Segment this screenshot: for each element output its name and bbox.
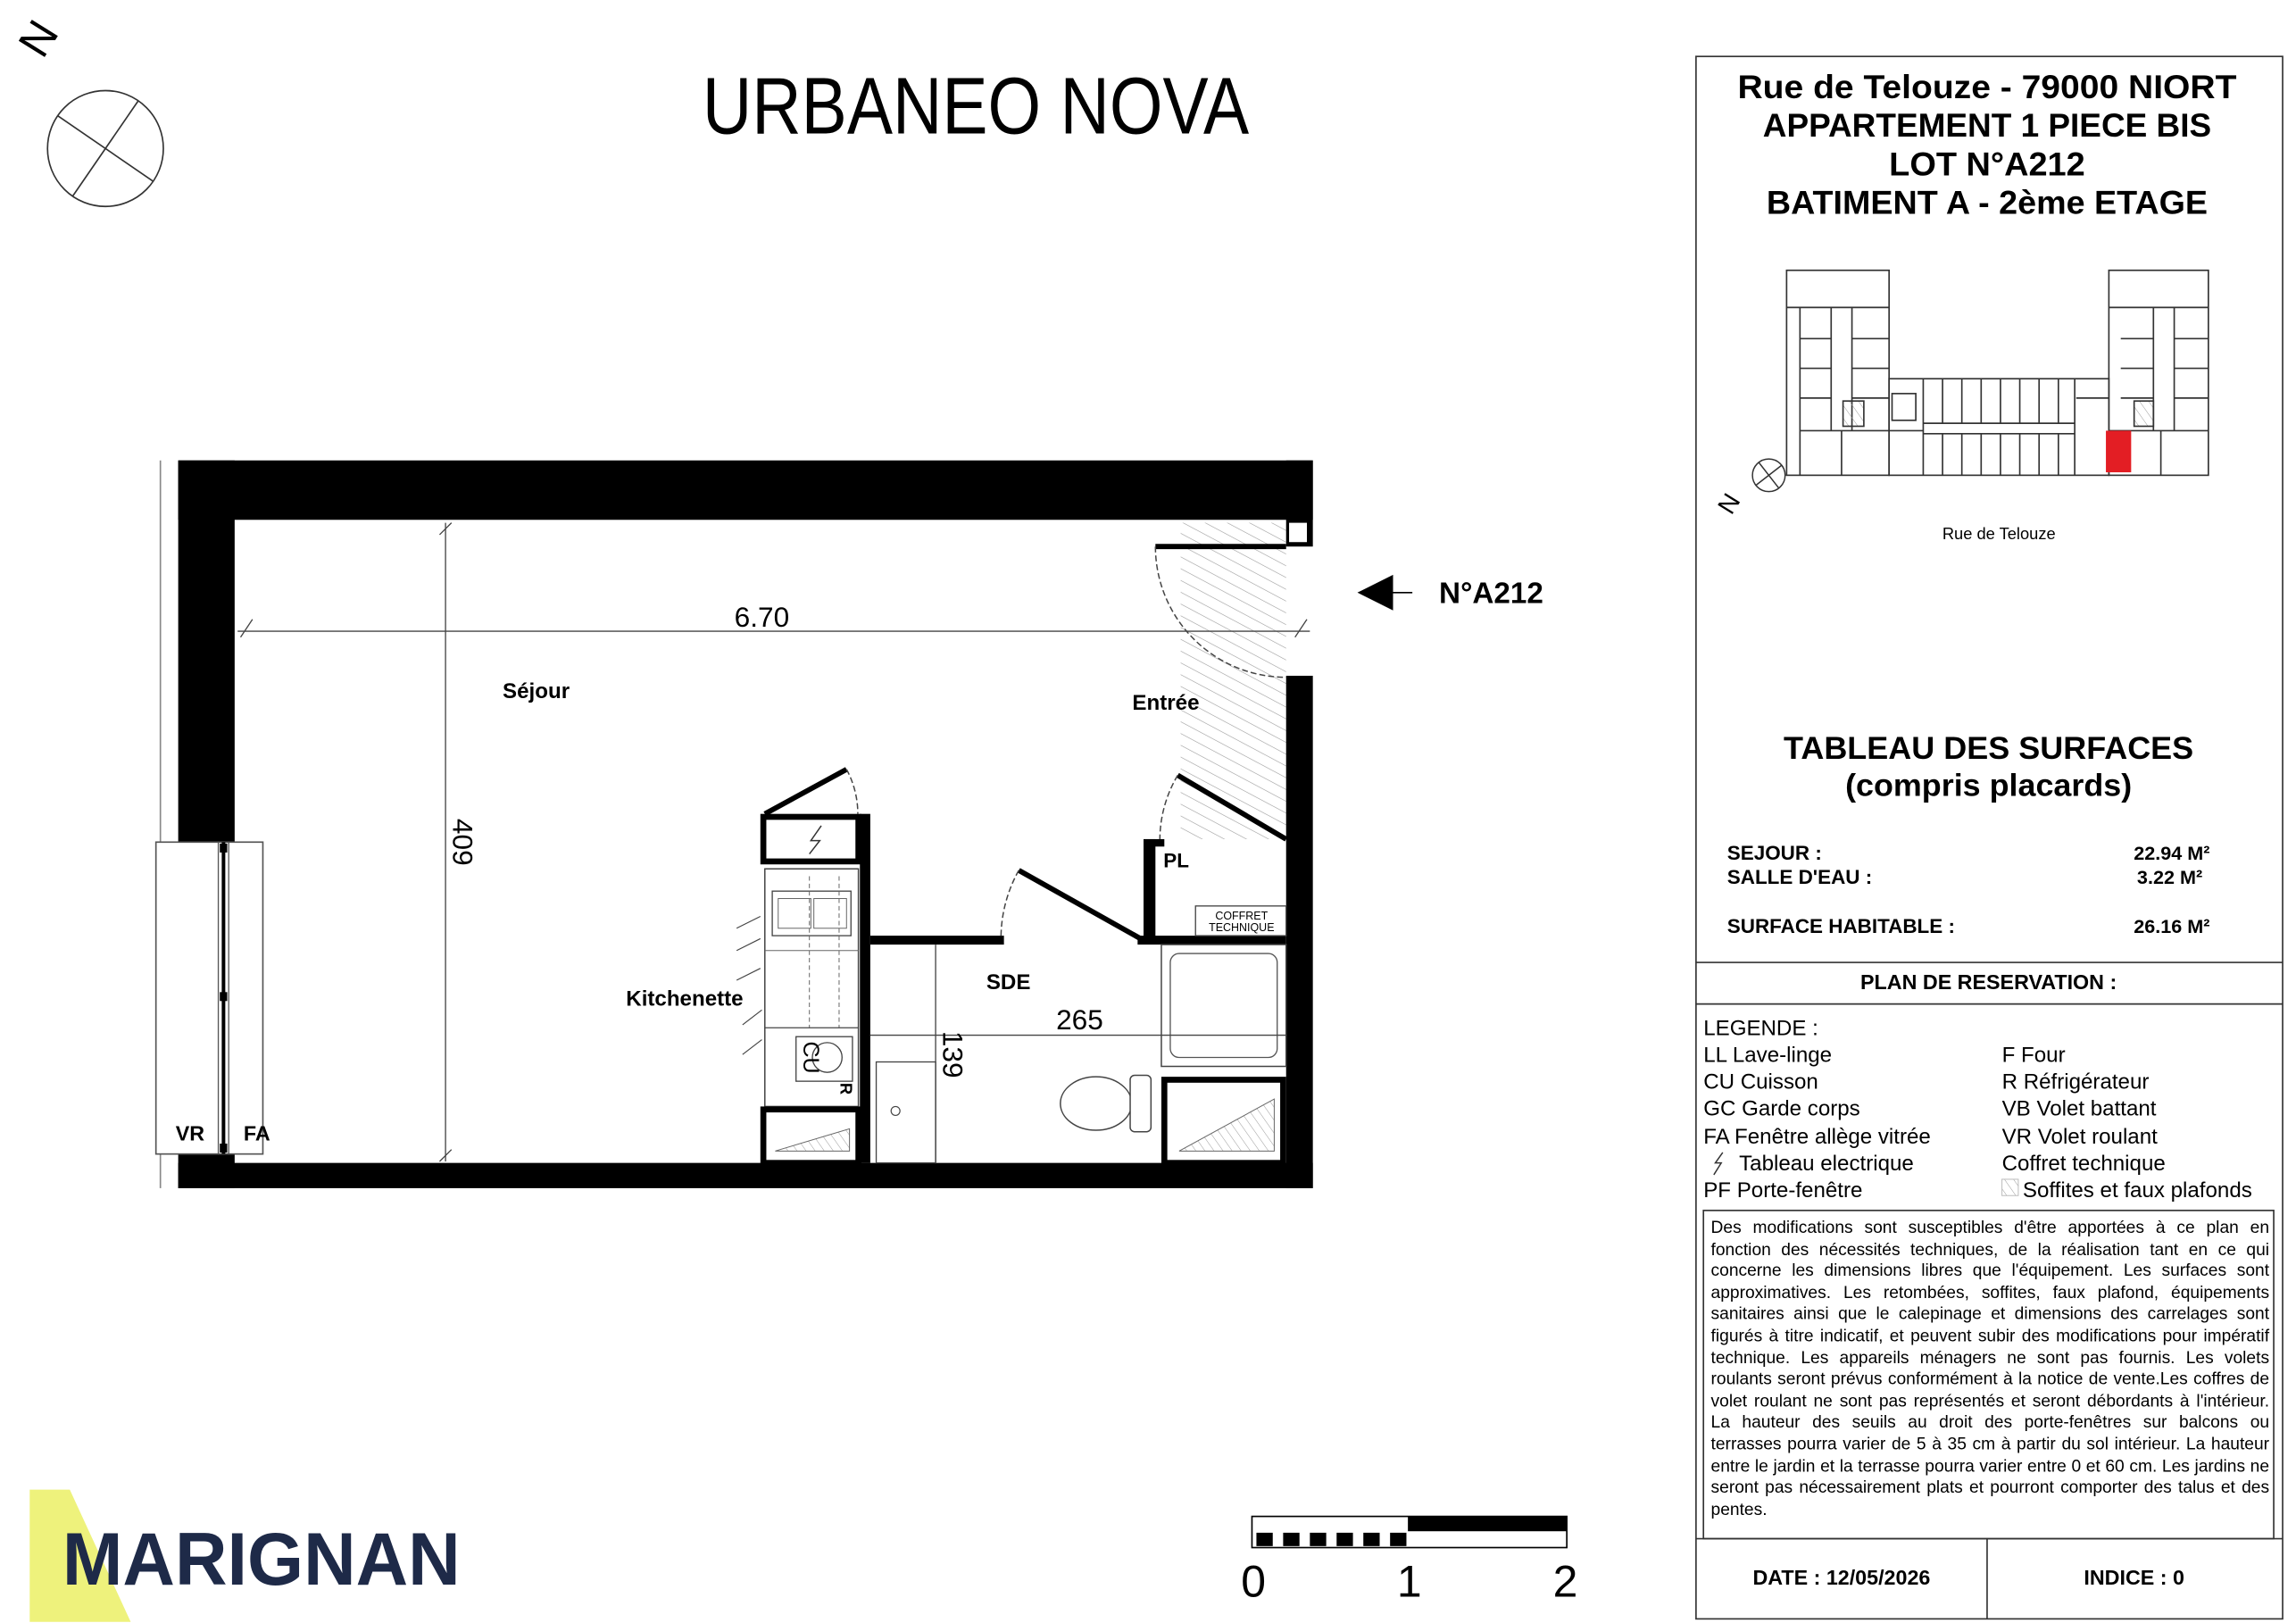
- legend-item: F Four: [2001, 1043, 2066, 1068]
- surface-row-label: SEJOUR :: [1726, 842, 1822, 865]
- window-fa: [156, 842, 263, 1153]
- legend-item: VR Volet roulant: [2001, 1125, 2158, 1150]
- dimension-sde-length: [936, 945, 969, 1163]
- date-label: DATE : 12/05/2026: [1752, 1566, 1931, 1590]
- surface-row-label: SALLE D'EAU :: [1726, 865, 1873, 888]
- scale-label-0: 0: [1241, 1556, 1266, 1607]
- header-lot: LOT N°A212: [1889, 146, 2085, 183]
- label-fa: FA: [243, 1121, 270, 1145]
- surfaces-title: TABLEAU DES SURFACES: [1784, 731, 2194, 767]
- wall-notch: [1289, 523, 1307, 543]
- legend-item: R Réfrigérateur: [2001, 1070, 2150, 1094]
- sde-door-swing: [1001, 870, 1019, 939]
- room-label-entree: Entrée: [1132, 691, 1200, 716]
- surfaces-subtitle: (compris placards): [1845, 768, 2133, 803]
- coffret-label-line2: TECHNIQUE: [1209, 921, 1275, 935]
- north-arrow: [9, 12, 163, 206]
- room-label-pl: PL: [1163, 849, 1189, 872]
- toilet: [1061, 1075, 1151, 1131]
- wall-right-lower: [1286, 676, 1313, 1188]
- gaine-technique: [1164, 1079, 1283, 1162]
- dimension-length: [439, 523, 478, 1161]
- wall-bottom: [179, 1163, 1313, 1188]
- room-label-sejour: Séjour: [503, 678, 570, 703]
- kitchen-storage: [763, 1110, 858, 1163]
- lightning-icon: [810, 826, 821, 854]
- washbasin: [877, 1062, 936, 1163]
- legend-item: FA Fenêtre allège vitrée: [1703, 1125, 1931, 1150]
- compass-line: [58, 116, 153, 181]
- surface-row-value: 3.22 M²: [2136, 865, 2203, 888]
- coffret-technique: [1195, 906, 1285, 936]
- dimension-sde-length-label: 139: [936, 1030, 969, 1078]
- wall-sde-top-left: [870, 936, 1004, 945]
- floor-plan: [156, 461, 1543, 1188]
- wall-pl-top: [1144, 839, 1164, 846]
- dimension-sde-width-label: 265: [1056, 1003, 1103, 1036]
- site-north-label: N: [1711, 487, 1746, 520]
- header-floor: BATIMENT A - 2ème ETAGE: [1766, 184, 2209, 221]
- wall-top: [179, 461, 1313, 520]
- legend-item: Tableau electrique: [1739, 1151, 1914, 1176]
- legend-item: CU Cuisson: [1703, 1070, 1818, 1094]
- lot-marker: [1358, 575, 1543, 611]
- dimension-width: [237, 601, 1310, 637]
- surface-total-label: SURFACE HABITABLE :: [1726, 914, 1955, 937]
- hatch-swatch-icon: [2002, 1179, 2018, 1195]
- kitchen-counter: [736, 869, 858, 1106]
- header-address: Rue de Telouze - 79000 NIORT: [1737, 68, 2237, 105]
- legend-item: VB Volet battant: [2001, 1096, 2157, 1121]
- surface-row-value: 22.94 M²: [2134, 842, 2210, 865]
- lightning-icon: [1714, 1153, 1723, 1175]
- header-type: APPARTEMENT 1 PIECE BIS: [1762, 107, 2212, 145]
- lot-marker-label: N°A212: [1439, 577, 1543, 611]
- soffit-hatch-entree: [1181, 523, 1286, 839]
- site-north-arrow: [1711, 459, 1784, 519]
- pl-door-swing: [1160, 775, 1177, 839]
- dimension-length-label: 409: [446, 818, 479, 866]
- dimension-width-label: 6.70: [734, 601, 790, 634]
- wall-pl: [1144, 839, 1155, 938]
- wall-left-upper: [179, 461, 235, 843]
- site-plan-lot-highlight: [2106, 430, 2131, 472]
- scale-label-1: 1: [1396, 1556, 1422, 1607]
- lot-marker-arrow-icon: [1358, 575, 1393, 611]
- scale-label-2: 2: [1552, 1556, 1578, 1607]
- site-plan: [1786, 270, 2208, 476]
- room-label-sde: SDE: [986, 970, 1031, 995]
- disclaimer-text: Des modifications sont susceptibles d'être apportées à ce plan en fonction des nécessités techniques, de la réalisation tant en ce qui concerne les dimensions libres que l'équipement. Les surfaces sont approximatives. Les retombées, soffites, faux plafond, équipements sanitaires ainsi que le calepinage et dimensions des carrelages sont figurés à titre indicatif, et peuvent subir des modifications pour impératif technique. Les appareils ménagers ne sont pas fournis. Les volets roulants seront prévus conformément à la notice de vente.Les coffres de volet roulant ne sont pas représentés et seront débordants à l'intérieur. La hauteur des seuils au droit des porte-fenêtres sur balcons ou terrasses pourra varier de 5 à 35 cm à partir du sol intérieur. La hauteur entre le jardin et la terrasse pourra varier entre 0 et 60 cm. Les jardins ne seront pas nécessairement plats et pourront comporter des talus et des pentes.: [1710, 1219, 2270, 1519]
- wall-sde-top-right: [1137, 936, 1285, 945]
- legend-item: Coffret technique: [2001, 1151, 2166, 1176]
- label-cu: CU: [798, 1041, 824, 1074]
- marignan-logo: [29, 1490, 460, 1622]
- label-vr: VR: [175, 1121, 205, 1145]
- legend-item: GC Garde corps: [1703, 1096, 1860, 1121]
- legend-item: LL Lave-linge: [1703, 1043, 1833, 1068]
- page-title: URBANEO NOVA: [702, 62, 1250, 152]
- indice-label: INDICE : 0: [2084, 1566, 2184, 1590]
- legend-title: LEGENDE :: [1703, 1016, 1818, 1041]
- scale-bar: [1241, 1517, 1577, 1607]
- wall-kitchen-right: [860, 814, 870, 1163]
- logo-text: MARIGNAN: [62, 1518, 461, 1602]
- coffret-label-line1: COFFRET: [1215, 909, 1269, 922]
- legend-item: PF Porte-fenêtre: [1703, 1178, 1863, 1203]
- legend-item: Soffites et faux plafonds: [2022, 1178, 2252, 1203]
- tableau-electrique: [763, 770, 858, 861]
- shower: [1161, 945, 1286, 1066]
- room-label-kitchenette: Kitchenette: [626, 986, 744, 1011]
- north-label: N: [8, 11, 69, 66]
- site-street-label: Rue de Telouze: [1942, 523, 2056, 543]
- surface-total-value: 26.16 M²: [2134, 914, 2210, 937]
- label-r: R: [836, 1082, 856, 1095]
- reservation-title: PLAN DE RESERVATION :: [1860, 970, 2117, 994]
- sde-door-leaf: [1019, 870, 1140, 939]
